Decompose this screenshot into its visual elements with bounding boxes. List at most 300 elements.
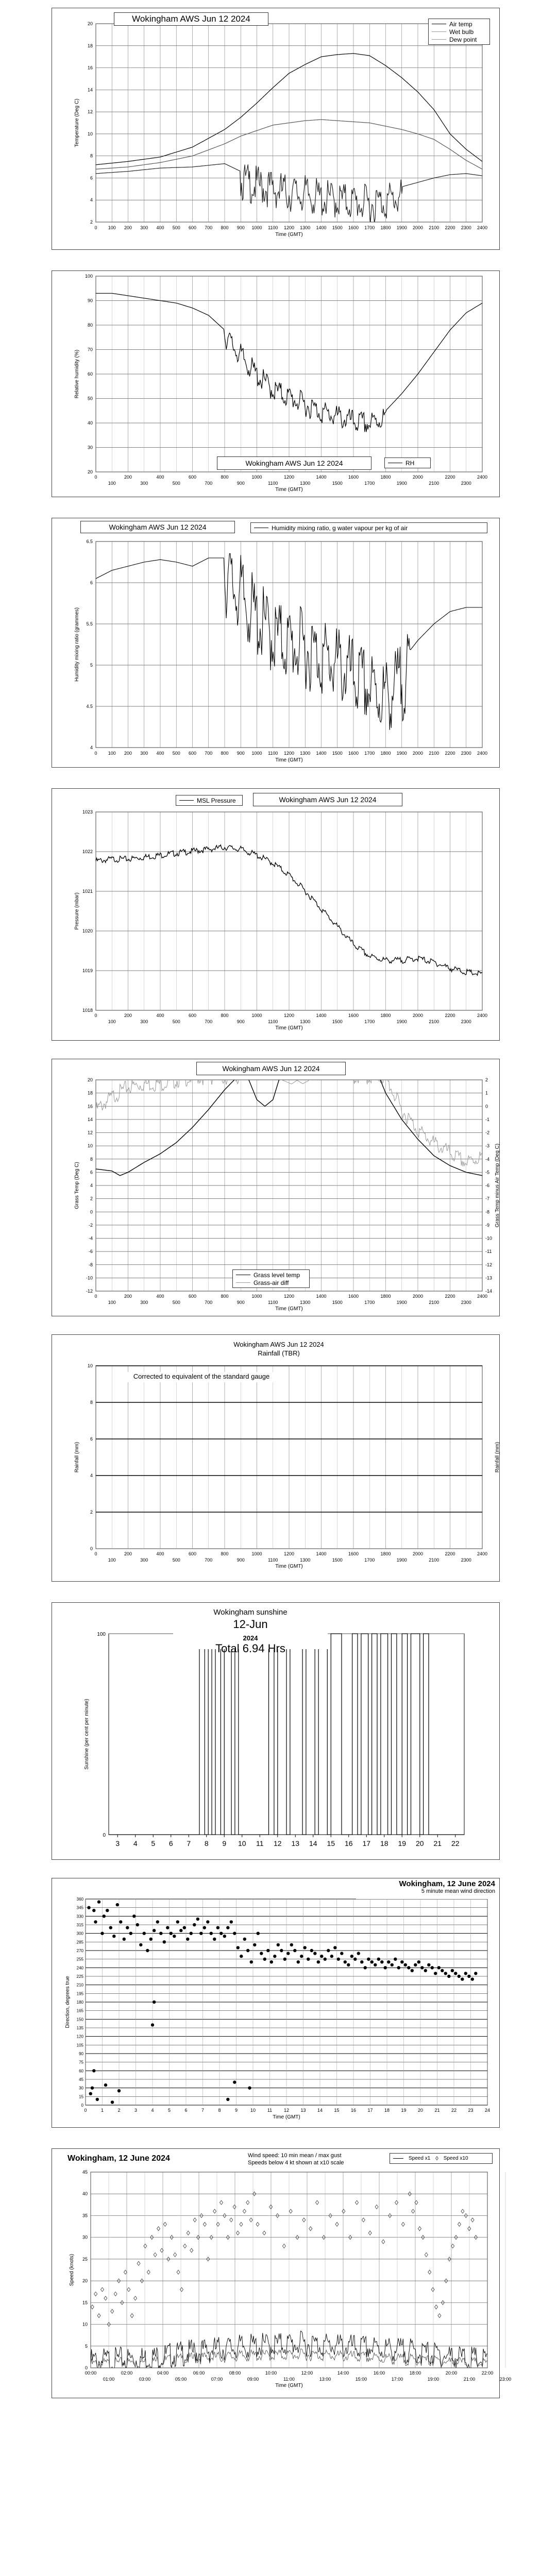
x-tick-label: 2300 xyxy=(461,1019,471,1024)
wind-direction-point xyxy=(347,1963,350,1967)
x-tick-label: 400 xyxy=(156,474,164,480)
x-tick-label: 20:00 xyxy=(445,2370,458,2376)
dew-point-legend-label: Dew point xyxy=(449,36,477,43)
wind-direction-point xyxy=(117,2089,121,2092)
wind-direction-point xyxy=(270,1960,273,1963)
x-tick-label: 300 xyxy=(140,1019,148,1024)
y-tick-label: 30 xyxy=(82,2234,88,2240)
x-tick-label: 01:00 xyxy=(103,2377,115,2382)
x-tick-label: 11 xyxy=(267,2108,273,2113)
x-tick-label: 2300 xyxy=(461,225,471,230)
x-tick-label: 100 xyxy=(108,481,116,486)
wind-direction-point xyxy=(132,1914,136,1918)
x-tick-label: 13:00 xyxy=(319,2377,331,2382)
y-tick-label: -2 xyxy=(88,1222,93,1228)
grass-temp-chart-panel xyxy=(52,1059,500,1316)
x-tick-label: 500 xyxy=(172,1557,180,1563)
x-tick-label: 1400 xyxy=(316,751,327,756)
wind-speed-legend xyxy=(390,2153,493,2164)
x-axis-label: Time (GMT) xyxy=(275,1306,303,1312)
x-tick-label: 1600 xyxy=(348,225,359,230)
x-tick-label: 800 xyxy=(221,1294,229,1299)
wind-direction-point xyxy=(190,1932,193,1935)
y-tick-label: -4 xyxy=(88,1235,93,1241)
wind-direction-point xyxy=(320,1955,323,1958)
x-tick-label: 07:00 xyxy=(211,2377,223,2382)
x-tick-label: 6 xyxy=(168,1839,173,1848)
x-tick-label: 400 xyxy=(156,751,164,756)
x-tick-label: 2100 xyxy=(429,481,439,486)
x-tick-label: 15 xyxy=(327,1839,335,1848)
wind-direction-point xyxy=(210,1932,213,1935)
x-tick-label: 2400 xyxy=(477,1551,488,1556)
x-tick-label: 1300 xyxy=(300,225,311,230)
y-tick-label: 35 xyxy=(82,2213,88,2218)
x-tick-label: 14:00 xyxy=(337,2370,349,2376)
x-tick-label: 2000 xyxy=(412,1013,424,1018)
x-tick-label: 20 xyxy=(417,2108,424,2113)
dew-point-legend-swatch xyxy=(432,39,446,40)
y-axis-label: Temperature (Deg C) xyxy=(74,98,80,147)
x-tick-label: 1700 xyxy=(364,1557,375,1563)
rh-legend-label: RH xyxy=(405,459,415,467)
wind-direction-point xyxy=(391,1963,394,1967)
y-tick-label: 225 xyxy=(76,1974,83,1979)
y-tick-label: 135 xyxy=(76,2026,83,2030)
x-axis-label: Time (GMT) xyxy=(275,2383,303,2388)
wind-direction-point xyxy=(96,2098,99,2101)
x-tick-label: 900 xyxy=(236,1019,245,1024)
x-tick-label: 1000 xyxy=(251,474,262,480)
wind-direction-point xyxy=(454,1972,457,1975)
x-tick-label: 04:00 xyxy=(157,2370,169,2376)
x-tick-label: 600 xyxy=(188,474,197,480)
x-tick-label: 8 xyxy=(204,1839,209,1848)
x-tick-label: 19 xyxy=(401,2108,407,2113)
x-tick-label: 1600 xyxy=(348,751,359,756)
wind-direction-point xyxy=(444,1972,447,1975)
y-tick-label: 8 xyxy=(90,1156,93,1162)
y-tick-label: 45 xyxy=(82,2170,88,2175)
x-tick-label: 1300 xyxy=(300,1019,311,1024)
y-tick-label: 6 xyxy=(90,1170,93,1175)
x-tick-label: 1300 xyxy=(300,481,311,486)
temperature-legend xyxy=(428,19,490,45)
x-tick-label: 1200 xyxy=(283,1013,295,1018)
x-tick-label: 22 xyxy=(451,2108,457,2113)
x-tick-label: 900 xyxy=(236,1300,245,1305)
x-tick-label: 100 xyxy=(108,751,116,756)
x-tick-label: 2300 xyxy=(461,751,471,756)
y-tick-label: 16 xyxy=(87,1104,93,1109)
y-tick-label: 14 xyxy=(87,1116,93,1122)
x-axis-label: Time (GMT) xyxy=(275,232,303,238)
wind-direction-point xyxy=(186,1938,189,1941)
sunshine-year: 2024 xyxy=(243,1634,258,1642)
y-tick-label: 45 xyxy=(79,2077,83,2082)
y-tick-label: 80 xyxy=(87,323,93,328)
x-tick-label: 0 xyxy=(94,225,97,230)
wind-direction-point xyxy=(179,1929,182,1932)
wind-direction-point xyxy=(411,1969,414,1972)
x-tick-label: 1800 xyxy=(380,1013,391,1018)
x-tick-label: 1300 xyxy=(300,751,311,756)
wind-direction-point xyxy=(400,1960,403,1963)
x-tick-label: 22:00 xyxy=(481,2370,494,2376)
x-tick-label: 300 xyxy=(140,1557,148,1563)
x-tick-label: 1500 xyxy=(332,1019,343,1024)
x-tick-label: 2000 xyxy=(412,474,424,480)
y-tick-label: 90 xyxy=(79,2052,83,2056)
wind-speed-chart xyxy=(52,2149,512,2398)
y-tick-label: 60 xyxy=(79,2069,83,2074)
x-tick-label: 800 xyxy=(221,751,229,756)
x-tick-label: 300 xyxy=(140,481,148,486)
y2-tick-label: 1 xyxy=(485,1090,488,1096)
wind-direction-point xyxy=(374,1963,377,1967)
x-tick-label: 1000 xyxy=(251,225,262,230)
x-tick-label: 8 xyxy=(218,2108,221,2113)
x-tick-label: 0 xyxy=(84,2108,87,2113)
grass-air-legend-label: Grass-air diff xyxy=(253,1279,289,1286)
y-tick-label: 2 xyxy=(90,1510,93,1515)
x-tick-label: 6 xyxy=(184,2108,188,2113)
wind-direction-point xyxy=(464,1972,467,1975)
x-tick-label: 1100 xyxy=(268,1300,278,1305)
y-axis-label: Direction, degrees true xyxy=(65,1976,71,2028)
x-tick-label: 100 xyxy=(108,1019,116,1024)
wind-direction-point xyxy=(387,1960,390,1963)
wind-direction-point xyxy=(300,1955,303,1958)
rainfall-chart-title: Wokingham AWS Jun 12 2024 xyxy=(233,1341,324,1348)
wind-direction-point xyxy=(344,1960,347,1963)
x-tick-label: 2200 xyxy=(445,751,455,756)
x-tick-label: 13 xyxy=(291,1839,300,1848)
y-tick-label: 90 xyxy=(87,298,93,303)
pressure-chart-title: Wokingham AWS Jun 12 2024 xyxy=(253,793,402,806)
wind-direction-chart-title: Wokingham, 12 June 2024 xyxy=(399,1879,495,1888)
x-tick-label: 600 xyxy=(188,751,197,756)
x-tick-label: 11:00 xyxy=(283,2377,295,2382)
x-tick-label: 19 xyxy=(398,1839,407,1848)
wind-direction-point xyxy=(116,1903,119,1906)
x-tick-label: 2200 xyxy=(445,1551,455,1556)
y2-tick-label: -11 xyxy=(485,1249,492,1255)
y-tick-label: 4 xyxy=(90,745,93,750)
wind-direction-point xyxy=(434,1972,437,1975)
y-tick-label: 285 xyxy=(76,1940,83,1945)
wind-direction-point xyxy=(394,1958,397,1961)
grass-temp-legend xyxy=(232,1269,310,1288)
x-tick-label: 11 xyxy=(256,1839,264,1848)
wet-bulb-legend-swatch xyxy=(432,31,446,32)
wind-direction-point xyxy=(219,1932,223,1935)
wind-direction-point xyxy=(226,2098,229,2101)
y-tick-label: 1022 xyxy=(82,849,93,854)
y-tick-label: 6 xyxy=(90,1436,93,1442)
x-tick-label: 700 xyxy=(205,481,213,486)
x-tick-label: 1400 xyxy=(316,1551,327,1556)
humidity-chart-title: Wokingham AWS Jun 12 2024 xyxy=(217,456,371,470)
y2-tick-label: -12 xyxy=(485,1262,493,1267)
x-tick-label: 5 xyxy=(151,1839,156,1848)
x-tick-label: 4 xyxy=(151,2108,154,2113)
x-tick-label: 200 xyxy=(124,1294,132,1299)
y-tick-label: 1019 xyxy=(82,968,93,973)
x-tick-label: 1600 xyxy=(348,1294,359,1299)
x-tick-label: 400 xyxy=(156,1551,164,1556)
y-tick-label: 18 xyxy=(87,43,93,48)
x-tick-label: 500 xyxy=(172,225,180,230)
y-tick-label: 0 xyxy=(90,1209,93,1215)
wind-direction-point xyxy=(377,1958,380,1961)
mixing-ratio-legend xyxy=(250,522,487,533)
wind-direction-point xyxy=(176,1920,179,1923)
y-tick-label: 4 xyxy=(90,197,93,203)
humidity-legend xyxy=(384,457,431,468)
x-tick-label: 1400 xyxy=(316,474,327,480)
x-tick-label: 00:00 xyxy=(84,2370,97,2376)
wind-direction-chart-panel xyxy=(52,1878,500,2128)
pressure-legend-label: MSL Pressure xyxy=(197,796,236,804)
y-tick-label: 6.5 xyxy=(86,539,93,544)
x-tick-label: 1800 xyxy=(380,1294,391,1299)
x-tick-label: 16 xyxy=(344,1839,353,1848)
y2-tick-label: -14 xyxy=(485,1289,493,1294)
rainfall-chart-subtitle: Rainfall (TBR) xyxy=(258,1349,300,1357)
x-tick-label: 400 xyxy=(156,1294,164,1299)
x-tick-label: 800 xyxy=(221,474,229,480)
wind-direction-point xyxy=(163,1940,166,1943)
wind-direction-point xyxy=(94,1920,97,1923)
y-tick-label: 12 xyxy=(87,1130,93,1136)
sunshine-chart-panel xyxy=(52,1602,500,1860)
wind-direction-point xyxy=(240,1955,243,1958)
y-tick-label: 8 xyxy=(90,153,93,159)
x-axis-label: Time (GMT) xyxy=(275,1564,303,1569)
y-tick-label: 4 xyxy=(90,1473,93,1478)
x-tick-label: 20 xyxy=(415,1839,424,1848)
wind-direction-point xyxy=(303,1946,307,1949)
y2-tick-label: 0 xyxy=(485,1104,488,1109)
wind-direction-point xyxy=(330,1955,333,1958)
wind-direction-point xyxy=(196,1918,199,1921)
x-tick-label: 300 xyxy=(140,1300,148,1305)
x-tick-label: 100 xyxy=(108,225,116,230)
y-tick-label: 330 xyxy=(76,1914,83,1919)
x-tick-label: 1500 xyxy=(332,1300,343,1305)
wind-direction-point xyxy=(424,1969,427,1972)
x-tick-label: 2400 xyxy=(477,225,488,230)
wind-direction-point xyxy=(360,1960,363,1963)
y-tick-label: 60 xyxy=(87,371,93,377)
y-tick-label: 4 xyxy=(90,1183,93,1188)
x-tick-label: 1800 xyxy=(380,225,391,230)
x-tick-label: 7 xyxy=(201,2108,205,2113)
y-tick-label: 270 xyxy=(76,1948,83,1953)
y-tick-label: -8 xyxy=(88,1262,93,1267)
x-tick-label: 200 xyxy=(124,751,132,756)
pressure-chart xyxy=(52,789,499,1040)
grass-temp-chart-title: Wokingham AWS Jun 12 2024 xyxy=(196,1062,346,1075)
sunshine-chart-title: Wokingham sunshine xyxy=(213,1608,288,1617)
x-tick-label: 09:00 xyxy=(247,2377,259,2382)
y2-tick-label: -8 xyxy=(485,1209,490,1215)
y-axis-label: Speed (knots) xyxy=(69,2253,75,2286)
x-tick-label: 2200 xyxy=(445,474,455,480)
y-tick-label: 10 xyxy=(82,2321,88,2327)
mixing-ratio-chart xyxy=(52,518,499,767)
x-tick-label: 1100 xyxy=(268,481,278,486)
wind-speed-chart-panel xyxy=(52,2148,512,2398)
speed-x1-legend-swatch xyxy=(393,2158,403,2159)
x-tick-label: 7 xyxy=(187,1839,191,1848)
wind-direction-point xyxy=(370,1960,374,1963)
wind-direction-point xyxy=(253,1943,256,1946)
wind-direction-point xyxy=(203,1926,206,1929)
wind-direction-point xyxy=(313,1952,316,1955)
x-tick-label: 1000 xyxy=(251,751,262,756)
x-tick-label: 600 xyxy=(188,1294,197,1299)
x-tick-label: 0 xyxy=(94,1013,97,1018)
wind-direction-point xyxy=(243,1938,246,1941)
y-tick-label: 50 xyxy=(87,396,93,401)
y-tick-label: 0 xyxy=(103,1833,106,1838)
pressure-chart-panel xyxy=(52,788,500,1041)
rainfall-annotation: Corrected to equivalent of the standard gauge xyxy=(116,1372,286,1382)
wind-direction-point xyxy=(474,1972,477,1975)
x-tick-label: 3 xyxy=(134,2108,138,2113)
y-tick-label: 8 xyxy=(90,1400,93,1405)
x-tick-label: 1800 xyxy=(380,751,391,756)
x-tick-label: 2100 xyxy=(429,1300,439,1305)
x-tick-label: 700 xyxy=(205,1557,213,1563)
x-tick-label: 18 xyxy=(380,1839,388,1848)
y2-tick-label: -1 xyxy=(485,1116,490,1122)
x-tick-label: 100 xyxy=(108,1300,116,1305)
x-tick-label: 08:00 xyxy=(229,2370,241,2376)
y-axis-label: Grass Temp (Deg C) xyxy=(74,1162,80,1209)
x-tick-label: 200 xyxy=(124,225,132,230)
x-tick-label: 1200 xyxy=(283,474,295,480)
wind-direction-point xyxy=(226,1926,229,1929)
y-tick-label: 20 xyxy=(82,2278,88,2284)
x-tick-label: 5 xyxy=(167,2108,171,2113)
wind-direction-point xyxy=(467,1975,470,1978)
y-tick-label: 5 xyxy=(84,2343,88,2349)
x-tick-label: 2200 xyxy=(445,225,455,230)
x-tick-label: 22 xyxy=(451,1839,460,1848)
x-tick-label: 1500 xyxy=(332,225,343,230)
wind-direction-point xyxy=(353,1958,357,1961)
y-tick-label: 10 xyxy=(87,131,93,137)
x-tick-label: 2000 xyxy=(412,751,424,756)
x-tick-label: 0 xyxy=(94,751,97,756)
speed-x1-legend-label: Speed x1 xyxy=(409,2156,431,2161)
x-tick-label: 10 xyxy=(238,1839,246,1848)
rainfall-chart-panel xyxy=(52,1334,500,1582)
x-tick-label: 1300 xyxy=(300,1300,311,1305)
x-tick-label: 1900 xyxy=(396,1557,407,1563)
wind-direction-point xyxy=(119,1920,122,1923)
y-tick-label: 4.5 xyxy=(86,704,93,709)
x-tick-label: 2100 xyxy=(429,751,439,756)
y2-tick-label: -9 xyxy=(485,1222,490,1228)
wind-direction-point xyxy=(420,1966,424,1969)
y-tick-label: 30 xyxy=(79,2086,83,2091)
x-tick-label: 1200 xyxy=(283,1294,295,1299)
wind-direction-point xyxy=(213,1938,216,1941)
y-tick-label: 165 xyxy=(76,2008,83,2013)
x-tick-label: 600 xyxy=(188,1551,197,1556)
y-tick-label: 10 xyxy=(87,1363,93,1368)
x-tick-label: 900 xyxy=(236,481,245,486)
wind-direction-point xyxy=(277,1943,280,1946)
wind-direction-point xyxy=(233,1932,236,1935)
y2-axis-label: Rainfall (mm) xyxy=(495,1442,500,1473)
humidity-chart-panel xyxy=(52,270,500,497)
y-tick-label: 1021 xyxy=(82,889,93,894)
x-tick-label: 1900 xyxy=(396,751,407,756)
x-tick-label: 800 xyxy=(221,1013,229,1018)
x-tick-label: 1400 xyxy=(316,1294,327,1299)
wind-direction-point xyxy=(357,1952,360,1955)
wind-direction-point xyxy=(92,1909,95,1912)
wind-direction-point xyxy=(364,1966,367,1969)
y-axis-label: Humidity mixing ratio (grammes) xyxy=(74,607,80,682)
wind-direction-point xyxy=(286,1952,290,1955)
y-tick-label: 120 xyxy=(76,2034,83,2039)
x-tick-label: 02:00 xyxy=(121,2370,133,2376)
wind-direction-point xyxy=(109,1926,112,1929)
wind-direction-point xyxy=(290,1943,293,1946)
x-tick-label: 16:00 xyxy=(373,2370,385,2376)
x-tick-label: 21:00 xyxy=(463,2377,476,2382)
y2-tick-label: -13 xyxy=(485,1275,493,1281)
y-tick-label: 70 xyxy=(87,347,93,352)
y-tick-label: 1020 xyxy=(82,928,93,934)
x-tick-label: 18:00 xyxy=(409,2370,421,2376)
x-tick-label: 13 xyxy=(300,2108,306,2113)
x-tick-label: 06:00 xyxy=(193,2370,205,2376)
y2-tick-label: -3 xyxy=(485,1143,490,1149)
y-tick-label: 300 xyxy=(76,1931,83,1936)
wind-direction-point xyxy=(407,1966,410,1969)
x-tick-label: 15:00 xyxy=(355,2377,367,2382)
wind-direction-point xyxy=(451,1969,454,1972)
wind-direction-point xyxy=(104,2083,107,2087)
y-tick-label: -12 xyxy=(86,1289,93,1294)
x-tick-label: 1700 xyxy=(364,225,375,230)
x-tick-label: 1200 xyxy=(283,225,295,230)
rainfall-chart-title-box xyxy=(207,1339,351,1360)
wind-direction-point xyxy=(367,1958,370,1961)
wind-speed-subtitle: Wind speed: 10 min mean / max gust xyxy=(248,2153,342,2159)
y-tick-label: 30 xyxy=(87,445,93,450)
x-tick-label: 1700 xyxy=(364,751,375,756)
wind-direction-point xyxy=(199,1932,202,1935)
x-tick-label: 16 xyxy=(350,2108,357,2113)
air-temp-legend-label: Air temp xyxy=(449,20,472,28)
wind-direction-point xyxy=(103,1914,106,1918)
y2-tick-label: -6 xyxy=(485,1183,490,1188)
wind-direction-point xyxy=(230,1920,233,1923)
y-tick-label: 100 xyxy=(97,1632,106,1637)
wind-direction-point xyxy=(431,1966,434,1969)
x-tick-label: 24 xyxy=(484,2108,491,2113)
y-tick-label: 0 xyxy=(81,2103,83,2108)
wind-direction-point xyxy=(404,1963,407,1967)
